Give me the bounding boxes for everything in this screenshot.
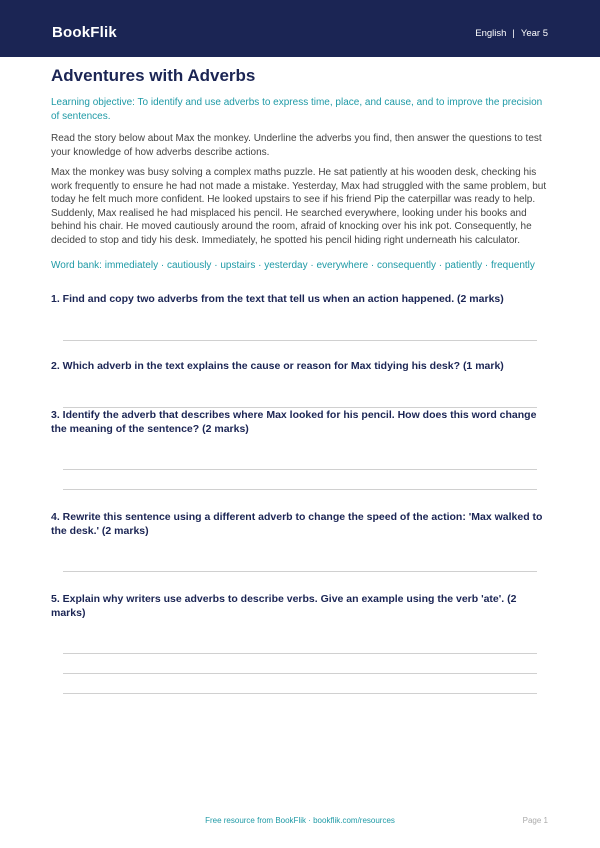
answer-line[interactable] <box>63 693 537 694</box>
answer-line[interactable] <box>63 653 537 654</box>
learning-objective: Learning objective: To identify and use adverbs to express time, place, and cause, and to improve the precision of sentences. <box>51 97 543 122</box>
question-4: 4. Rewrite this sentence using a different adverb to change the speed of the action: 'Max walked to the desk.' (2 marks) <box>51 511 543 537</box>
subject-meta <box>475 28 548 39</box>
instructions: Read the story below about Max the monkey. Underline the adverbs you find, then answer the questions to test your knowledge of how adverbs describe actions. <box>51 133 542 158</box>
question-5: 5. Explain why writers use adverbs to describe verbs. Give an example using the verb 'ate'. (2 marks) <box>51 593 517 619</box>
footer-credit[interactable]: Free resource from BookFlik · bookflik.com/resources <box>205 816 395 825</box>
page-number: Page 1 <box>522 816 548 825</box>
answer-line[interactable] <box>63 489 537 490</box>
meta-separator: | <box>512 28 515 39</box>
story-text: Max the monkey was busy solving a complex maths puzzle. He sat patiently at his wooden desk, checking his work frequently to ensure he had not made a mistake. Yesterday, Max had struggled with the same problem, but today he felt much more confident. He looked upstairs to see if his friend Pip the caterpillar was ready to help. Suddenly, Max realised he had misplaced his pencil. He searched everywhere, looking under his books and behind his chair. He moved cautiously around the room, afraid of knocking over his ink pot. Consequently, he decided to stop and tidy his desk. Immediately, he spotted his pencil hiding right underneath his calculator. <box>51 167 547 246</box>
worksheet-title: Adventures with Adverbs <box>51 66 256 85</box>
year-label: Year 5 <box>520 28 548 39</box>
question-2: 2. Which adverb in the text explains the cause or reason for Max tidying his desk? (1 mark) <box>51 360 504 372</box>
answer-line[interactable] <box>63 340 537 341</box>
answer-line[interactable] <box>63 571 537 572</box>
answer-line[interactable] <box>63 469 537 470</box>
answer-line[interactable] <box>63 673 537 674</box>
question-1: 1. Find and copy two adverbs from the text that tell us when an action happened. (2 marks) <box>51 293 504 305</box>
page-header <box>0 0 600 57</box>
brand-logo[interactable]: BookFlik <box>52 24 117 41</box>
word-bank: Word bank: immediately · cautiously · upstairs · yesterday · everywhere · consequently · patiently · frequently <box>51 260 535 271</box>
subject-label: English <box>475 28 507 39</box>
question-3: 3. Identify the adverb that describes where Max looked for his pencil. How does this word change the meaning of the sentence? (2 marks) <box>51 409 537 435</box>
